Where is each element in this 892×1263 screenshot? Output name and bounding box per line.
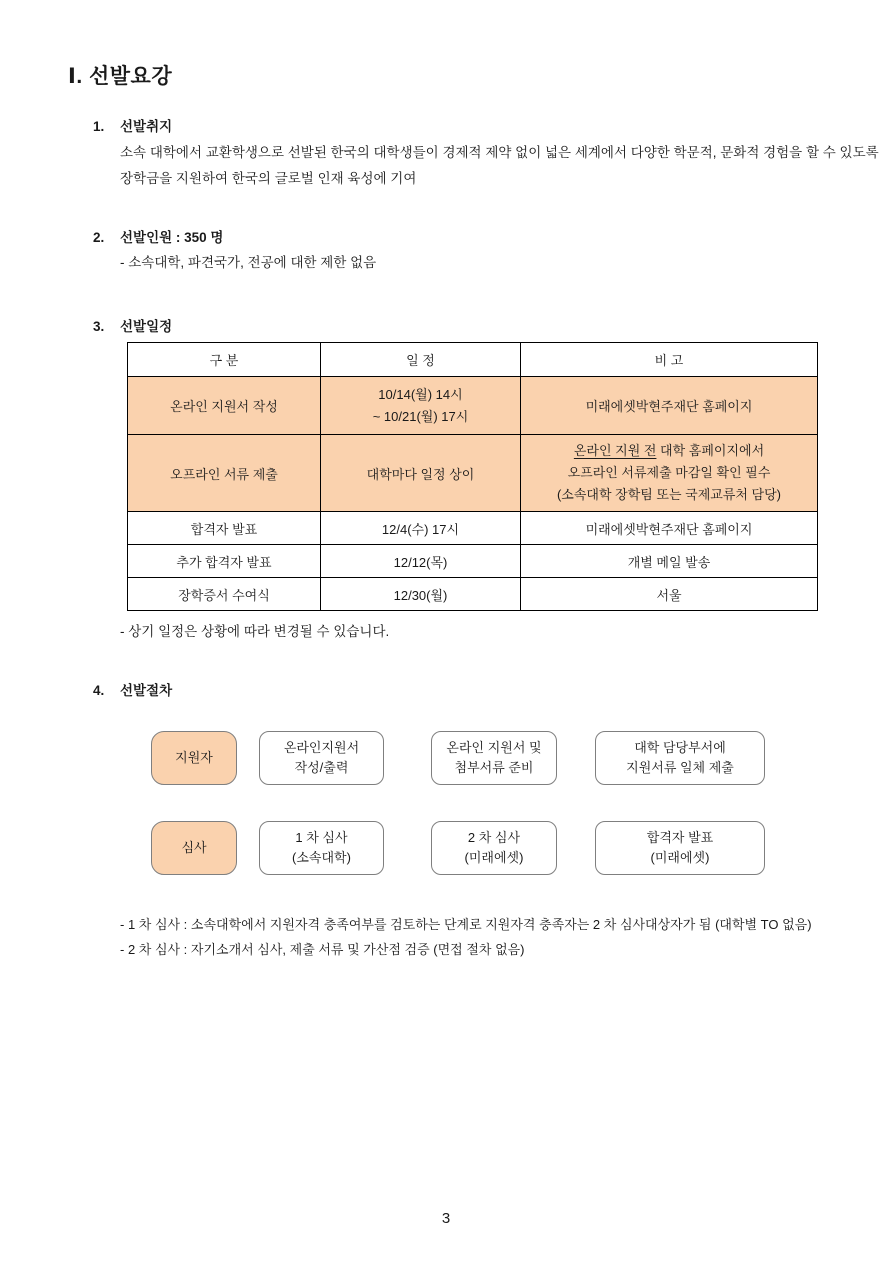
cell-remark: 미래에셋박현주재단 홈페이지 [521,377,818,435]
flow-row-review [120,821,852,875]
cell-schedule: 12/4(수) 17시 [321,512,521,545]
page-number: 3 [441,1210,451,1227]
cell-schedule: 12/12(목) [321,545,521,578]
section-heading: 선발절차 [120,683,173,698]
flow-step-line: 합격자 발표 [646,830,714,845]
cell-schedule: 12/30(월) [321,578,521,611]
cell-category: 장학증서 수여식 [128,578,321,611]
note-line: - 2 차 심사 : 자기소개서 심사, 제출 서류 및 가산점 검증 (면접 절차 없음) [120,942,525,957]
flow-step-line: 온라인지원서 [283,740,360,755]
flow-step-line: 작성/출력 [294,760,349,775]
flow-step-line: 대학 담당부서에 [634,740,726,755]
section-number: 2. [93,230,105,245]
col-header-category: 구 분 [128,343,321,377]
cell-remark [521,435,818,512]
cell-remark: 서울 [521,578,818,611]
cell-category: 합격자 발표 [128,512,321,545]
cell-schedule: 대학마다 일정 상이 [321,435,521,512]
col-header-schedule: 일 정 [321,343,521,377]
section-number: 4. [93,683,105,698]
flow-label-applicant: 지원자 [151,731,237,785]
paragraph-line: 장학금을 지원하여 한국의 글로벌 인재 육성에 기여 [120,171,417,186]
flow-step-prepare-documents [431,731,557,785]
purpose-paragraph [120,140,879,192]
table-row-award-ceremony [128,578,818,611]
schedule-note: - 상기 일정은 상황에 따라 변경될 수 있습니다. [120,624,390,639]
cell-remark: 미래에셋박현주재단 홈페이지 [521,512,818,545]
table-row-result-announcement [128,512,818,545]
schedule-line: ~ 10/21(월) 17시 [372,408,469,424]
section-heading: 선발취지 [120,119,173,134]
section-purpose [93,118,879,192]
schedule-table [127,342,818,611]
flow-step-line: 1 차 심사 [295,830,348,845]
table-row-offline-documents [128,435,818,512]
table-row-additional-announcement [128,545,818,578]
section-schedule [93,318,852,642]
section-procedure [93,682,852,962]
flow-step-line: (미래에셋) [650,850,710,865]
cell-category: 오프라인 서류 제출 [128,435,321,512]
table-header-row [128,343,818,377]
section-heading: 선발일정 [120,319,173,334]
section-headcount [93,229,852,275]
schedule-line: 10/14(월) 14시 [378,386,463,402]
flow-step-final-announcement [595,821,765,875]
headcount-note: - 소속대학, 파견국가, 전공에 대한 제한 없음 [120,255,377,270]
flow-label-review: 심사 [151,821,237,875]
flow-step-line: (소속대학) [292,850,351,865]
section-heading: 선발인원 : 350 명 [120,230,224,245]
flow-step-second-review [431,821,557,875]
note-line: - 1 차 심사 : 소속대학에서 지원자격 충족여부를 검토하는 단계로 지원자격 충족자는 2 차 심사대상자가 됨 (대학별 TO 없음) [120,917,812,932]
flow-step-line: 온라인 지원서 및 [446,740,542,755]
flow-step-submit-to-university [595,731,765,785]
remark-line: (소속대학 장학팀 또는 국제교류처 담당) [556,487,782,502]
cell-schedule [321,377,521,435]
procedure-notes [120,912,852,962]
remark-line: 온라인 지원 전 대학 홈페이지에서 [573,443,765,458]
flow-step-line: (미래에셋) [464,850,524,865]
flow-step-line: 첨부서류 준비 [454,760,534,775]
cell-remark: 개별 메일 발송 [521,545,818,578]
section-number: 3. [93,319,105,334]
col-header-remark: 비 고 [521,343,818,377]
flow-step-line: 지원서류 일체 제출 [626,760,734,775]
section-number: 1. [93,119,105,134]
cell-category: 추가 합격자 발표 [128,545,321,578]
table-row-online-application [128,377,818,435]
paragraph-line: 소속 대학에서 교환학생으로 선발된 한국의 대학생들이 경제적 제약 없이 넓은 세계에서 다양한 학문적, 문화적 경험을 할 수 있도록 [120,145,879,160]
flow-step-online-form [259,731,384,785]
page-title: Ⅰ. 선발요강 [68,65,173,88]
remark-line: 오프라인 서류제출 마감일 확인 필수 [567,465,771,480]
cell-category: 온라인 지원서 작성 [128,377,321,435]
flow-step-line: 2 차 심사 [467,830,521,845]
flow-step-first-review [259,821,384,875]
underlined-text: 온라인 지원 전 [573,443,657,458]
flow-row-applicant [120,731,852,785]
